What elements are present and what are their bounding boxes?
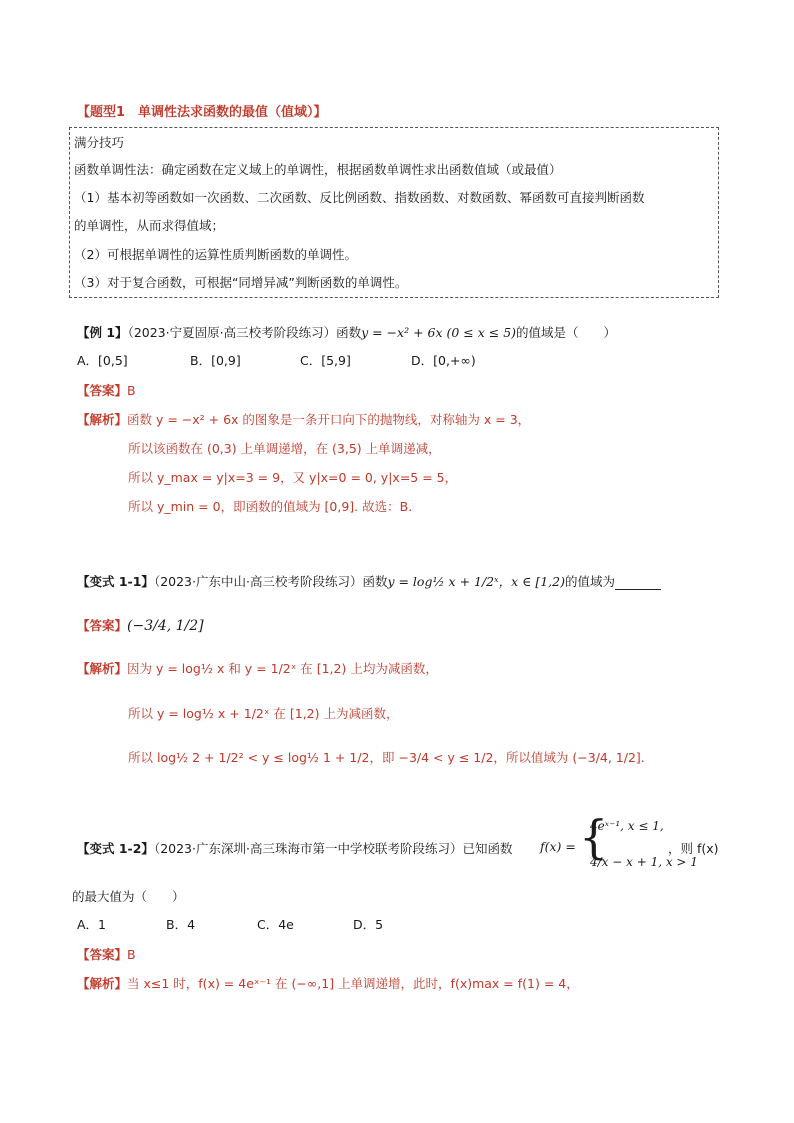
variant-1-1-tail: 的值域为 [564,574,615,589]
tips-line-5: （3）对于复合函数，可根据“同增异减”判断函数的单调性。 [74,275,408,290]
variant-1-1-analysis-2: 所以 y = log½ x + 1/2ˣ 在 [1,2) 上为减函数， [128,706,399,721]
example-1-option-d: D．[0,+∞) [411,353,476,368]
variant-1-1-label: 【变式 1-1】 [77,574,154,589]
example-1-option-a: A．[0,5] [77,353,128,368]
piecewise-case-2: 4/x − x + 1, x > 1 [590,855,698,869]
example-1-tail: 的值域是（ ） [516,325,617,340]
variant-1-1-answer: 【答案】(−3/4, 1/2] [77,618,204,634]
variant-1-1-source: （2023·广东中山·高三校考阶段练习）函数 [153,574,388,589]
example-1-option-b: B．[0,9] [190,353,241,368]
tips-heading: 满分技巧 [74,135,125,150]
variant-1-2-tail: ，则 f(x) [668,841,719,856]
example-1-question [77,323,616,341]
variant-1-2-label: 【变式 1-2】 [77,841,154,856]
variant-1-2-answer: 【答案】B [77,947,136,962]
variant-1-2-option-a: A．1 [77,917,107,932]
variant-1-2-question [77,839,512,857]
tips-line-4: （2）可根据单调性的运算性质判断函数的单调性。 [74,247,357,262]
example-1-answer [77,381,136,399]
example-1-option-c: C．[5,9] [300,353,351,368]
example-1-formula: y = −x² + 6x (0 ≤ x ≤ 5) [361,325,517,340]
variant-1-2-analysis-1: 【解析】当 x≤1 时，f(x) = 4eˣ⁻¹ 在 (−∞,1] 上单调递增，此时，f(x)max = f(1) = 4， [77,976,579,991]
variant-1-2-option-c: C．4e [257,917,294,932]
example-1-label: 【例 1】 [77,325,128,340]
variant-1-2-source: （2023·广东深圳·高三珠海市第一中学校联考阶段练习）已知函数 [153,841,513,856]
piecewise-brace: { [579,810,609,864]
analysis-label: 【解析】 [77,412,128,427]
answer-label: 【答案】 [77,383,128,398]
tips-line-1: 函数单调性法：确定函数在定义域上的单调性，根据函数单调性求出函数值域（或最值） [74,162,562,177]
tips-line-2: （1）基本初等函数如一次函数、二次函数、反比例函数、指数函数、对数函数、幂函数可直接判断函数 [74,190,645,205]
variant-1-2-option-b: B．4 [166,917,196,932]
variant-1-1-question [77,572,661,590]
variant-1-1-formula: y = log½ x + 1/2ˣ，x ∈ [1,2) [387,574,565,589]
example-1-analysis-1: 【解析】函数 y = −x² + 6x 的图象是一条开口向下的抛物线，对称轴为 x = 3， [77,412,531,427]
example-1-analysis-3: 所以 y_max = y|x=3 = 9，又 y|x=0 = 0, y|x=5 = 5， [128,470,458,485]
example-1-analysis-4: 所以 y_min = 0，即函数的值域为 [0,9]. 故选：B. [128,499,413,514]
variant-1-1-analysis-3: 所以 log½ 2 + 1/2² < y ≤ log½ 1 + 1/2，即 −3/4 < y ≤ 1/2，所以值域为 (−3/4, 1/2]. [128,750,645,765]
piecewise-case-1: 4eˣ⁻¹, x ≤ 1, [590,819,664,833]
example-1-analysis-2: 所以该函数在 (0,3) 上单调递增，在 (3,5) 上单调递减， [128,441,441,456]
section-title: 【题型1 单调性法求函数的最值（值域）】 [77,105,327,120]
piecewise-fx: f(x) = [540,839,576,854]
answer-value: (−3/4, 1/2] [127,618,204,634]
tips-line-3: 的单调性，从而求得值域； [74,218,225,233]
answer-blank [615,577,661,590]
answer-value: B [127,947,136,962]
variant-1-2-tail-2: 的最大值为（ ） [72,889,185,904]
variant-1-1-analysis-1: 【解析】因为 y = log½ x 和 y = 1/2ˣ 在 [1,2) 上均为减函数， [77,661,438,676]
answer-value: B [127,383,136,398]
example-1-source: （2023·宁夏固原·高三校考阶段练习）函数 [127,325,362,340]
variant-1-2-option-d: D．5 [353,917,384,932]
